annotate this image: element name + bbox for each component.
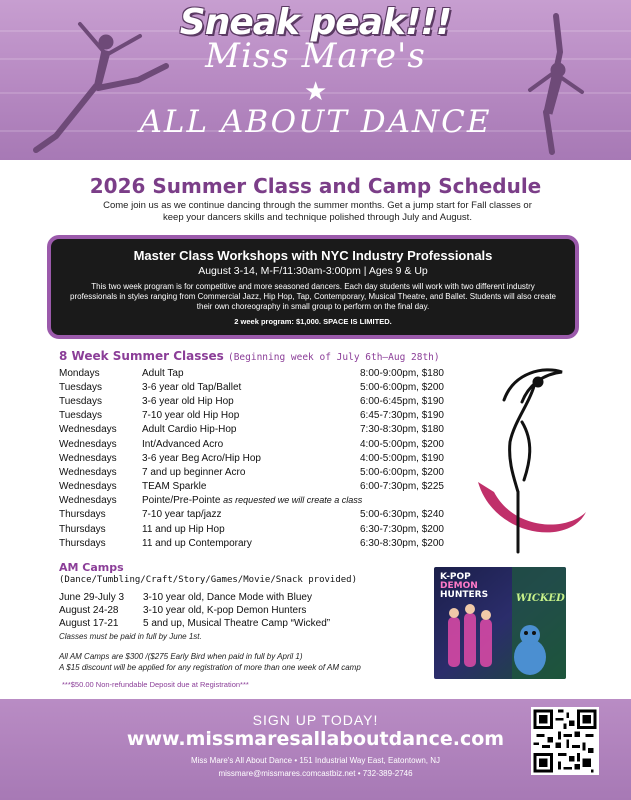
sneak-peak-heading: Sneak peak!!!	[179, 2, 452, 43]
class-time-price: 4:00-5:00pm, $190	[360, 452, 444, 464]
studio-address: Miss Mare's All About Dance • 151 Industrial Way East, Eatontown, NJ	[190, 756, 441, 765]
poster-title-line: HUNTERS	[440, 590, 489, 600]
qr-code[interactable]	[531, 707, 599, 775]
table-row	[59, 508, 470, 522]
table-row	[59, 522, 470, 536]
master-class-title: Master Class Workshops with NYC Industry Professionals	[133, 248, 493, 263]
class-name-with-note	[142, 494, 470, 508]
table-row	[59, 604, 330, 617]
table-row	[59, 591, 330, 604]
camp-discount-note: A $15 discount will be applied for any registration of more than one week of AM camp	[59, 663, 361, 672]
camp-payment-note: Classes must be paid in full by June 1st.	[59, 632, 202, 641]
class-day: Mondays	[59, 367, 100, 379]
class-name: Adult Cardio Hip-Hop	[142, 424, 237, 436]
camp-description: 3-10 year old, Dance Mode with Bluey	[143, 592, 312, 603]
class-time-price: 6:30-7:30pm, $200	[360, 523, 444, 535]
signup-heading: SIGN UP TODAY!	[252, 712, 379, 728]
star-icon: ★	[304, 76, 328, 106]
summer-classes-title: 8 Week Summer Classes	[59, 349, 224, 363]
camp-description: 3-10 year old, K-pop Demon Hunters	[143, 605, 307, 616]
table-row	[59, 617, 330, 630]
class-day: Tuesdays	[59, 381, 102, 393]
summer-classes-heading	[59, 349, 440, 363]
master-class-description: This two week program is for competitive and more seasoned dancers. Each day students will work with two different industry professionals in styles ranging from Commercial Jazz, Hip Hop, Tap, Contemporary, Musical Theatre, and Ballet. Students will also create their own choreography in small group to perform on the final day.	[70, 282, 556, 311]
class-day: Wednesdays	[59, 495, 117, 507]
master-class-dates: August 3-14, M-F/11:30am-3:00pm | Ages 9 & Up	[198, 265, 428, 277]
summer-class-table	[59, 366, 470, 550]
class-request-note: as requested we will create a class	[223, 495, 363, 506]
class-time-price: 7:30-8:30pm, $180	[360, 424, 444, 436]
deposit-note: ***$50.00 Non-refundable Deposit due at Registration***	[62, 680, 249, 689]
table-row	[59, 380, 470, 394]
class-day: Wednesdays	[59, 481, 117, 493]
table-row	[59, 465, 470, 479]
poster-title	[440, 573, 488, 600]
class-time-price: 5:00-6:00pm, $200	[360, 466, 444, 478]
table-row	[59, 394, 470, 408]
table-row	[59, 437, 470, 451]
class-day: Wednesdays	[59, 466, 117, 478]
dancer-moon-logo	[474, 362, 594, 557]
studio-contact: missmare@missmares.comcastbiz.net • 732-389-2746	[218, 769, 413, 778]
table-row	[59, 494, 470, 508]
crescent-moon-shape	[478, 482, 586, 532]
class-time-price: 4:00-5:00pm, $200	[360, 438, 444, 450]
am-camps-table	[59, 591, 330, 630]
class-day: Wednesdays	[59, 424, 117, 436]
class-day: Thursdays	[59, 523, 106, 535]
class-time-price: 5:00-6:30pm, $240	[360, 509, 444, 521]
am-camps-heading: AM Camps	[59, 561, 124, 574]
class-day: Wednesdays	[59, 452, 117, 464]
class-name: Adult Tap	[142, 367, 184, 379]
poster-wicked-text: WICKED	[516, 593, 565, 604]
class-day: Tuesdays	[59, 395, 102, 407]
class-day: Wednesdays	[59, 438, 117, 450]
class-name: 3-6 year old Hip Hop	[142, 395, 234, 407]
camp-price-note: All AM Camps are $300 /($275 Early Bird when paid in full by April 1)	[59, 652, 303, 661]
class-name: Pointe/Pre-Pointe	[142, 495, 221, 507]
class-time-price: 6:45-7:30pm, $190	[360, 410, 444, 422]
camp-dates: August 17-21	[59, 618, 119, 629]
schedule-title: 2026 Summer Class and Camp Schedule	[89, 174, 542, 198]
class-time-price: 6:00-6:45pm, $190	[360, 395, 444, 407]
class-time-price: 5:00-6:00pm, $200	[360, 381, 444, 393]
brand-script-name: Miss Mare's	[205, 36, 426, 76]
camp-dates: August 24-28	[59, 605, 119, 616]
class-name: 7-10 year old Hip Hop	[142, 410, 240, 422]
class-time-price: 6:30-8:30pm, $200	[360, 537, 444, 549]
poster-title-line: DEMON	[440, 581, 478, 591]
table-row	[59, 366, 470, 380]
poster-title-line: K-POP	[440, 572, 471, 582]
table-row	[59, 536, 470, 550]
class-name: 7-10 year tap/jazz	[142, 509, 222, 521]
summer-classes-subheading: (Beginning week of July 6th–Aug 28th)	[227, 352, 440, 363]
class-name: 3-6 year Beg Acro/Hip Hop	[142, 452, 261, 464]
class-day: Tuesdays	[59, 410, 102, 422]
class-time-price: 6:00-7:30pm, $225	[360, 481, 444, 493]
brand-caps-name: ALL ABOUT DANCE	[139, 104, 492, 140]
table-row	[59, 409, 470, 423]
class-name: 11 and up Hip Hop	[142, 523, 225, 535]
class-name: 7 and up beginner Acro	[142, 466, 246, 478]
table-row	[59, 480, 470, 494]
table-row	[59, 423, 470, 437]
camp-description: 5 and up, Musical Theatre Camp “Wicked”	[143, 618, 331, 629]
class-day: Thursdays	[59, 509, 106, 521]
class-time-price: 8:00-9:00pm, $180	[360, 367, 444, 379]
class-name: 3-6 year old Tap/Ballet	[142, 381, 242, 393]
table-row	[59, 451, 470, 465]
master-class-price: 2 week program: $1,000. SPACE IS LIMITED.	[234, 317, 392, 326]
master-class-box	[47, 235, 579, 339]
class-name: Int/Advanced Acro	[142, 438, 224, 450]
camp-poster-image	[434, 567, 566, 679]
intro-text: Come join us as we continue dancing through the summer months. Get a jump start for Fall classes or keep your dancers skills and technique polished through July and August.	[103, 200, 532, 223]
class-name: 11 and up Contemporary	[142, 537, 252, 549]
class-name: TEAM Sparkle	[142, 481, 207, 493]
header-banner	[0, 0, 631, 160]
am-camps-subheading: (Dance/Tumbling/Craft/Story/Games/Movie/Snack provided)	[59, 575, 358, 585]
website-link[interactable]: www.missmaresallaboutdance.com	[126, 728, 505, 750]
camp-dates: June 29-July 3	[59, 592, 125, 603]
class-day: Thursdays	[59, 537, 106, 549]
